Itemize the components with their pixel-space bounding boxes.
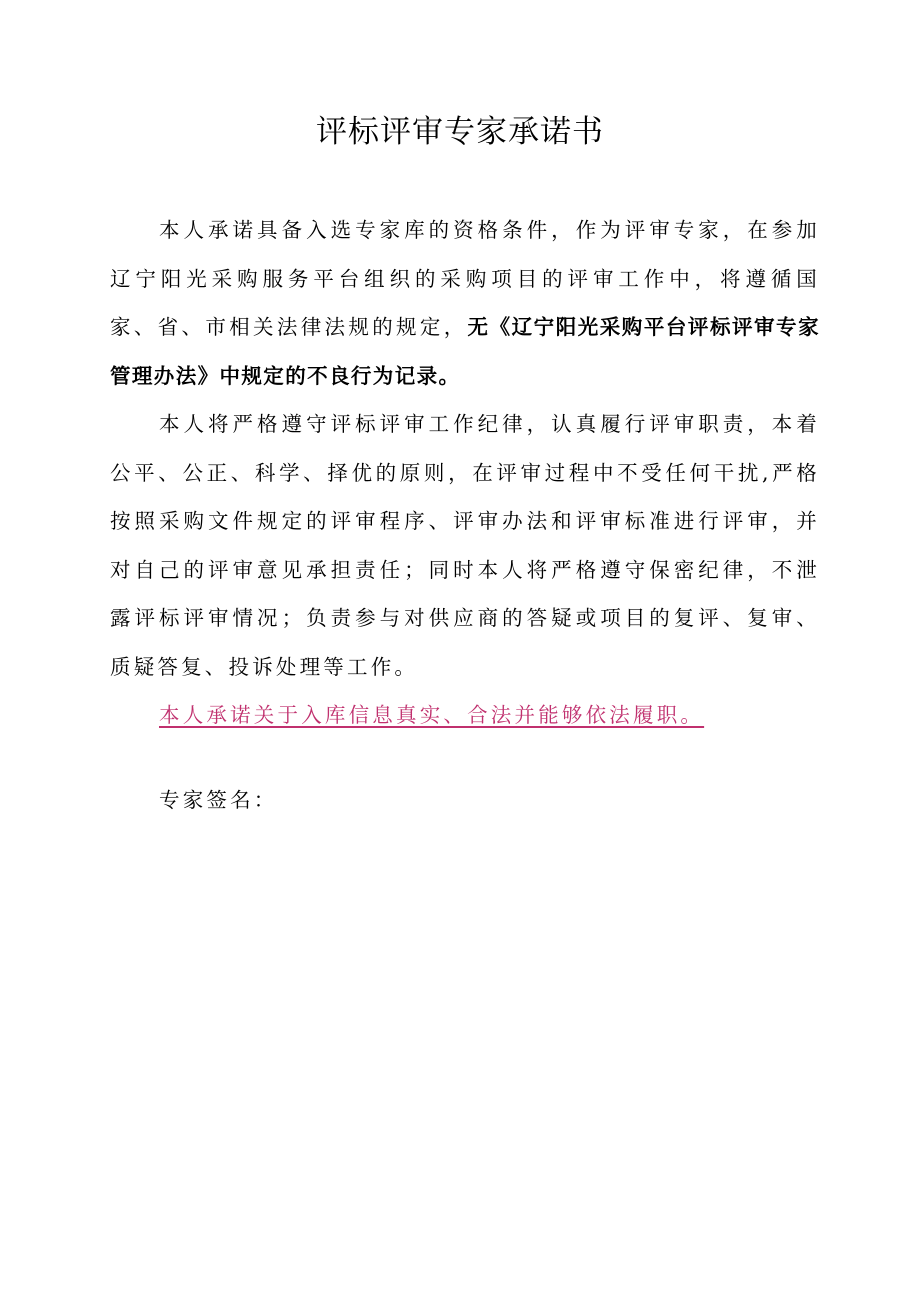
document-title: 评标评审专家承诺书 [316,114,604,150]
signature-label: 专家签名： [159,788,278,812]
paragraph-qualifications-bold: 无《辽宁阳光采购平台评标评审专家管理办法》中规定的不良行为记录。 [110,315,820,388]
paragraph-qualifications [110,206,820,400]
paragraph-qualifications-text: 本人承诺具备入选专家库的资格条件，作为评审专家，在参加辽宁阳光采购服务平台组织的采购项目的评审工作中，将遵循国家、省、市相关法律法规的规定， [110,218,820,339]
document-body [110,206,820,740]
pledge-line: 本人承诺关于入库信息真实、合法并能够依法履职。 [159,703,705,727]
paragraph-discipline: 本人将严格遵守评标评审工作纪律，认真履行评审职责，本着公平、公正、科学、择优的原则，在评审过程中不受任何干扰,严格按照采购文件规定的评审程序、评审办法和评审标准进行评审，并对自己的评审意见承担责任；同时本人将严格遵守保密纪律，不泄露评标评审情况；负责参与对供应商的答疑或项目的复评、复审、质疑答复、投诉处理等工作。 [110,412,820,679]
paragraph-pledge [110,691,820,740]
